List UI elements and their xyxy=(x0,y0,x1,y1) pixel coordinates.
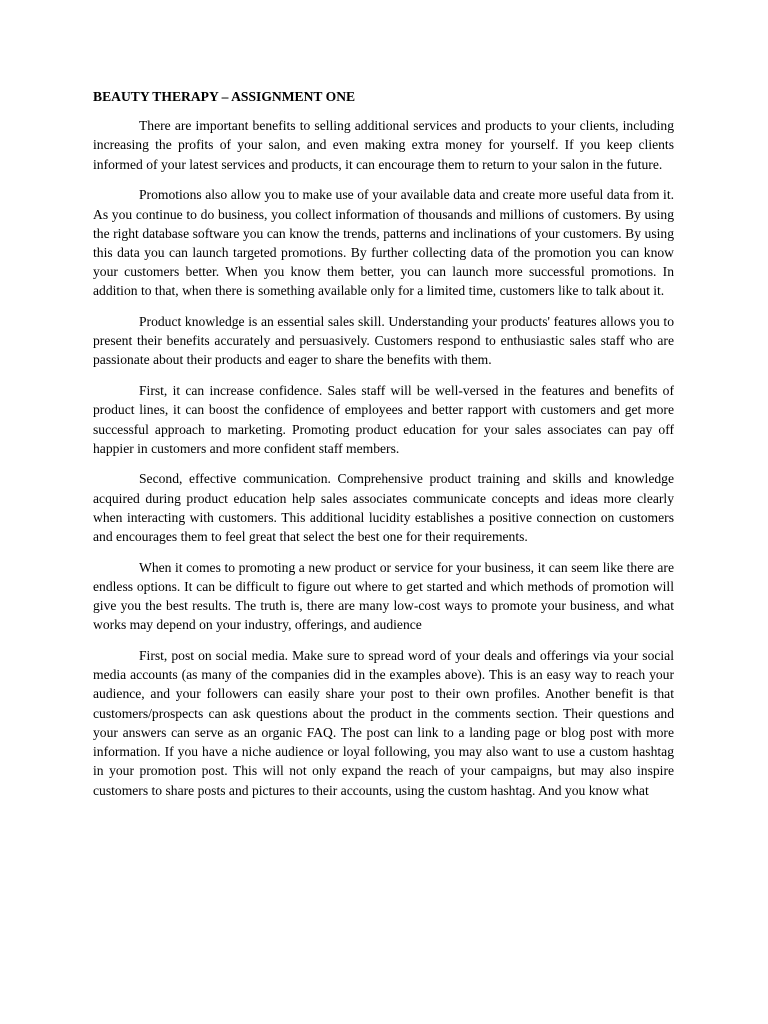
paragraph-promotions-data: Promotions also allow you to make use of your available data and create more useful data from it. As you continue to do business, you collect information of thousands and millions of customers. By using the right database software you can know the trends, patterns and inclinations of your customers. By using this data you can launch targeted promotions. By further collecting data of the promotion you can know your customers better. When you know them better, you can launch more successful promotions. In addition to that, when there is something available only for a limited time, customers like to talk about it. xyxy=(93,187,674,299)
paragraph-communication: Second, effective communication. Comprehensive product training and skills and knowledge acquired during product education help sales associates communicate concepts and ideas more clearly when interacting with customers. This additional lucidity establishes a positive connection on customers and encourages them to feel great that select the best one for their requirements. xyxy=(93,471,674,545)
paragraph-promoting-options: When it comes to promoting a new product or service for your business, it can seem like there are endless options. It can be difficult to figure out where to get started and which methods of promotion will give you the best results. The truth is, there are many low-cost ways to promote your business, and what works may depend on your industry, offerings, and audience xyxy=(93,559,674,633)
document-title: BEAUTY THERAPY – ASSIGNMENT ONE xyxy=(93,89,356,104)
paragraph-confidence: First, it can increase confidence. Sales staff will be well-versed in the features and benefits of product lines, it can boost the confidence of employees and better rapport with customers and get more successful approach to marketing. Promoting product education for your sales associates can pay off happier in customers and more confident staff members. xyxy=(93,383,674,456)
paragraph-product-knowledge: Product knowledge is an essential sales skill. Understanding your products' features allows you to present their benefits accurately and persuasively. Customers respond to enthusiastic sales staff who are passionate about their products and eager to share the benefits with them. xyxy=(93,314,674,368)
paragraph-benefits: There are important benefits to selling additional services and products to your clients, including increasing the profits of your salon, and even making extra money for yourself. If you keep clients informed of your latest services and products, it can encourage them to return to your salon in the future. xyxy=(93,118,674,172)
paragraph-social-media: First, post on social media. Make sure to spread word of your deals and offerings via your social media accounts (as many of the companies did in the examples above). This is an easy way to reach your audience, and your followers can easily share your post to their own profiles. Another benefit is that customers/prospects can ask questions about the product in the comments section. Their questions and your answers can serve as an organic FAQ. The post can link to a landing page or blog post with more information. If you have a niche audience or loyal following, you may also want to use a custom hashtag in your promotion post. This will not only expand the reach of your campaigns, but may also inspire customers to share posts and pictures to their accounts, using the custom hashtag. And you know what xyxy=(93,648,674,798)
document-body xyxy=(93,87,674,800)
